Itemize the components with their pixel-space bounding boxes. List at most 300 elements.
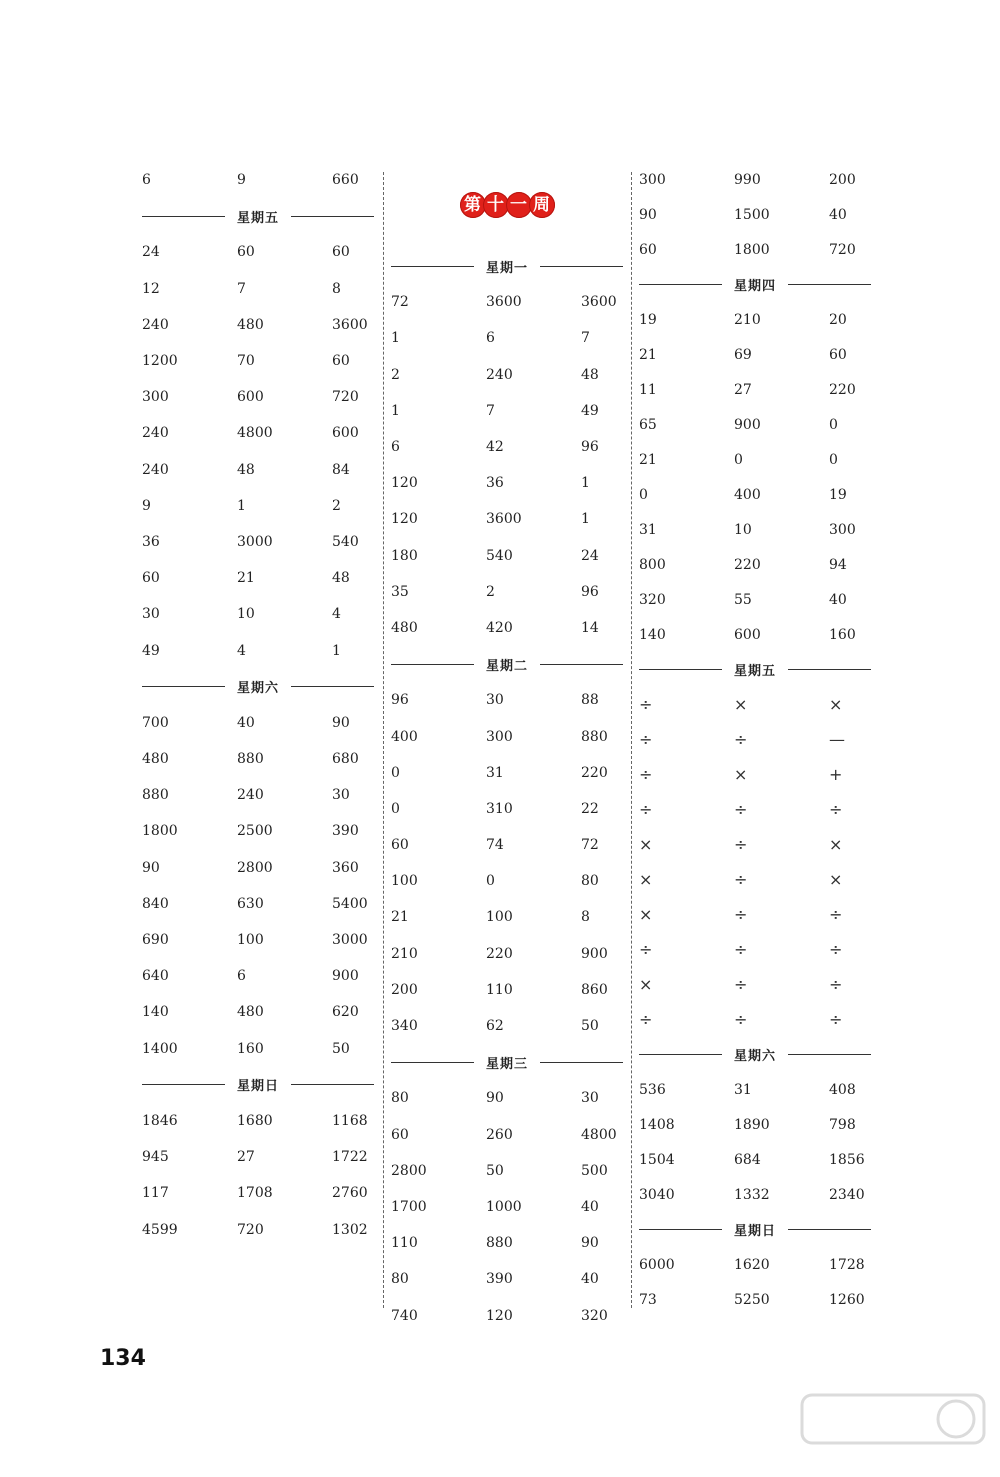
- operator-cell: ÷: [829, 940, 843, 959]
- header-rule-right: [540, 1062, 623, 1063]
- day-header: [142, 198, 374, 234]
- answer-row: [391, 791, 623, 827]
- answer-cell: 96: [581, 583, 599, 600]
- answer-row: [639, 1177, 871, 1212]
- week-title-char: 一: [506, 192, 532, 218]
- operator-cell: ÷: [734, 940, 748, 959]
- answer-row: [142, 379, 374, 415]
- answer-cell: 1: [332, 642, 341, 659]
- answer-cell: 1: [237, 497, 246, 514]
- answer-cell: 720: [332, 389, 359, 406]
- answer-row: [639, 337, 871, 372]
- answer-row: [391, 1117, 623, 1153]
- answer-cell: 1700: [391, 1198, 427, 1215]
- answer-cell: 80: [581, 873, 599, 890]
- answer-cell: 2800: [237, 859, 273, 876]
- answer-row: [639, 582, 871, 617]
- operator-row: [639, 967, 871, 1002]
- answer-cell: 120: [486, 1307, 513, 1324]
- operator-cell: ÷: [639, 695, 653, 714]
- answer-cell: 1890: [734, 1116, 770, 1133]
- answer-cell: 6: [237, 968, 246, 985]
- answer-row: [142, 850, 374, 886]
- answer-cell: 630: [237, 895, 264, 912]
- answer-cell: 408: [829, 1081, 856, 1098]
- operator-cell: ×: [734, 765, 748, 784]
- header-rule-left: [391, 266, 474, 267]
- answer-cell: 220: [734, 556, 761, 573]
- answer-cell: 35: [391, 583, 409, 600]
- answer-cell: 690: [142, 932, 169, 949]
- answer-cell: 880: [237, 751, 264, 768]
- operator-cell: ×: [639, 870, 653, 889]
- header-rule-left: [639, 1229, 722, 1230]
- answer-column-3: [639, 162, 871, 1317]
- answer-row: [142, 886, 374, 922]
- answer-cell: 1302: [332, 1221, 368, 1238]
- header-rule-right: [788, 284, 871, 285]
- answer-cell: 0: [734, 451, 743, 468]
- answer-row: [639, 197, 871, 232]
- answer-cell: 90: [332, 714, 350, 731]
- header-rule-left: [639, 669, 722, 670]
- answer-row: [142, 1103, 374, 1139]
- header-rule-right: [540, 266, 623, 267]
- answer-cell: 1: [391, 402, 400, 419]
- answer-cell: 60: [391, 837, 409, 854]
- answer-cell: 2340: [829, 1186, 865, 1203]
- answer-row: [639, 162, 871, 197]
- answer-cell: 5400: [332, 895, 368, 912]
- answer-cell: 210: [734, 311, 761, 328]
- answer-row: [142, 1139, 374, 1175]
- answer-cell: 21: [391, 909, 409, 926]
- answer-cell: 60: [639, 241, 657, 258]
- answer-row: [142, 994, 374, 1030]
- operator-cell: ÷: [829, 1010, 843, 1029]
- answer-cell: 20: [829, 311, 847, 328]
- answer-cell: 240: [237, 787, 264, 804]
- answer-cell: 600: [332, 425, 359, 442]
- answer-row: [391, 1080, 623, 1116]
- day-header: [639, 1212, 871, 1247]
- answer-cell: 7: [237, 280, 246, 297]
- answer-row: [391, 393, 623, 429]
- answer-row: [391, 863, 623, 899]
- operator-cell: ×: [829, 695, 843, 714]
- answer-cell: 4: [237, 642, 246, 659]
- operator-cell: ×: [829, 835, 843, 854]
- answer-cell: 6000: [639, 1256, 675, 1273]
- answer-row: [142, 777, 374, 813]
- answer-cell: 0: [486, 873, 495, 890]
- operator-row: [639, 827, 871, 862]
- answer-cell: 200: [829, 171, 856, 188]
- answer-cell: 60: [332, 353, 350, 370]
- answer-cell: 88: [581, 692, 599, 709]
- answer-cell: 4800: [237, 425, 273, 442]
- answer-cell: 620: [332, 1004, 359, 1021]
- header-rule-right: [291, 686, 374, 687]
- day-header: [142, 669, 374, 705]
- operator-row: [639, 722, 871, 757]
- answer-cell: 22: [581, 800, 599, 817]
- answer-row: [391, 1261, 623, 1297]
- answer-cell: 72: [391, 294, 409, 311]
- answer-cell: 480: [237, 316, 264, 333]
- answer-cell: 1260: [829, 1291, 865, 1308]
- operator-row: [639, 757, 871, 792]
- answer-row: [639, 1107, 871, 1142]
- answer-cell: 536: [639, 1081, 666, 1098]
- answer-cell: 8: [332, 280, 341, 297]
- page-number: 134: [100, 1346, 146, 1371]
- answer-row: [142, 560, 374, 596]
- answer-row: [639, 232, 871, 267]
- answer-cell: 1800: [142, 823, 178, 840]
- answer-cell: 540: [486, 547, 513, 564]
- header-rule-right: [291, 216, 374, 217]
- answer-cell: 100: [486, 909, 513, 926]
- answer-row: [142, 1211, 374, 1247]
- operator-row: [639, 897, 871, 932]
- answer-row: [142, 234, 374, 270]
- answer-cell: 60: [142, 570, 160, 587]
- answer-cell: 30: [142, 606, 160, 623]
- answer-cell: 200: [391, 981, 418, 998]
- operator-cell: ÷: [639, 800, 653, 819]
- answer-cell: 945: [142, 1149, 169, 1166]
- header-rule-right: [540, 664, 623, 665]
- answer-cell: 720: [237, 1221, 264, 1238]
- header-rule-right: [788, 1229, 871, 1230]
- answer-cell: 9: [142, 497, 151, 514]
- answer-column-2: [391, 162, 623, 1334]
- answer-cell: 400: [391, 728, 418, 745]
- answer-cell: 96: [581, 439, 599, 456]
- answer-cell: 1168: [332, 1112, 368, 1129]
- answer-column-1: [142, 162, 374, 1248]
- header-rule-left: [639, 284, 722, 285]
- answer-row: [391, 320, 623, 356]
- answer-cell: 720: [829, 241, 856, 258]
- answer-cell: 0: [639, 486, 648, 503]
- answer-cell: 2800: [391, 1162, 427, 1179]
- answer-cell: 1400: [142, 1040, 178, 1057]
- day-label: 星期五: [237, 210, 280, 226]
- answer-cell: 36: [486, 475, 504, 492]
- answer-cell: 10: [734, 521, 752, 538]
- answer-cell: 0: [391, 764, 400, 781]
- answer-cell: 40: [581, 1198, 599, 1215]
- answer-cell: 90: [486, 1090, 504, 1107]
- answer-cell: 240: [486, 366, 513, 383]
- answer-cell: 540: [332, 533, 359, 550]
- day-label: 星期三: [486, 1056, 529, 1072]
- answer-cell: 31: [486, 764, 504, 781]
- answer-row: [391, 574, 623, 610]
- day-label: 星期六: [734, 1049, 777, 1064]
- operator-cell: ÷: [734, 975, 748, 994]
- day-header: [391, 646, 623, 682]
- answer-cell: 880: [142, 787, 169, 804]
- header-rule-left: [142, 686, 225, 687]
- answer-cell: 100: [391, 873, 418, 890]
- answer-row: [639, 407, 871, 442]
- answer-cell: 260: [486, 1126, 513, 1143]
- operator-cell: ×: [639, 975, 653, 994]
- answer-row: [142, 524, 374, 560]
- operator-cell: ÷: [829, 800, 843, 819]
- answer-row: [639, 512, 871, 547]
- header-rule-right: [291, 1084, 374, 1085]
- answer-cell: 1200: [142, 353, 178, 370]
- day-label: 星期二: [486, 658, 529, 674]
- answer-cell: 65: [639, 416, 657, 433]
- answer-cell: 900: [581, 945, 608, 962]
- week-title-char: 十: [483, 192, 509, 218]
- answer-row: [142, 488, 374, 524]
- header-rule-left: [142, 216, 225, 217]
- answer-cell: 50: [581, 1018, 599, 1035]
- answer-cell: 3600: [581, 294, 617, 311]
- answer-cell: 360: [332, 859, 359, 876]
- answer-row: [391, 899, 623, 935]
- header-rule-left: [639, 1054, 722, 1055]
- answer-cell: 5250: [734, 1291, 770, 1308]
- day-label: 星期四: [734, 279, 777, 294]
- answer-cell: 30: [581, 1090, 599, 1107]
- answer-cell: 49: [142, 642, 160, 659]
- answer-row: [639, 1247, 871, 1282]
- answer-cell: 50: [332, 1040, 350, 1057]
- answer-cell: 480: [237, 1004, 264, 1021]
- answer-cell: 31: [639, 521, 657, 538]
- answer-cell: 600: [237, 389, 264, 406]
- column-divider-left: [383, 172, 384, 1308]
- answer-row: [391, 936, 623, 972]
- operator-row: [639, 862, 871, 897]
- answer-row: [391, 357, 623, 393]
- week-title-badge: [460, 192, 555, 218]
- answer-cell: 27: [734, 381, 752, 398]
- answer-row: [391, 429, 623, 465]
- operator-cell: ×: [639, 905, 653, 924]
- answer-row: [391, 972, 623, 1008]
- operator-cell: ×: [829, 870, 843, 889]
- answer-cell: 120: [391, 475, 418, 492]
- answer-cell: 12: [142, 280, 160, 297]
- answer-cell: 21: [639, 346, 657, 363]
- answer-row: [142, 741, 374, 777]
- day-header: [639, 1037, 871, 1072]
- answer-cell: 60: [332, 244, 350, 261]
- operator-cell: ×: [639, 835, 653, 854]
- answer-row: [639, 477, 871, 512]
- day-label: 星期五: [734, 664, 777, 679]
- answer-cell: 0: [829, 416, 838, 433]
- answer-cell: 31: [734, 1081, 752, 1098]
- answer-cell: 420: [486, 619, 513, 636]
- operator-row: [639, 792, 871, 827]
- answer-cell: 798: [829, 1116, 856, 1133]
- answer-cell: 880: [581, 728, 608, 745]
- answer-row: [142, 343, 374, 379]
- answer-cell: 1408: [639, 1116, 675, 1133]
- answer-cell: 24: [581, 547, 599, 564]
- operator-cell: ÷: [639, 765, 653, 784]
- answer-cell: 1500: [734, 206, 770, 223]
- answer-cell: 55: [734, 591, 752, 608]
- answer-cell: 2: [391, 366, 400, 383]
- answer-row: [142, 271, 374, 307]
- answer-cell: 48: [581, 366, 599, 383]
- answer-row: [639, 1142, 871, 1177]
- answer-cell: 240: [142, 425, 169, 442]
- answer-cell: 72: [581, 837, 599, 854]
- answer-row: [391, 827, 623, 863]
- day-header: [391, 248, 623, 284]
- answer-row: [639, 547, 871, 582]
- operator-cell: ÷: [734, 835, 748, 854]
- answer-cell: 62: [486, 1018, 504, 1035]
- answer-cell: 1620: [734, 1256, 770, 1273]
- answer-cell: 80: [391, 1090, 409, 1107]
- answer-row: [142, 1031, 374, 1067]
- week-title-char: 周: [529, 192, 555, 218]
- answer-row: [142, 596, 374, 632]
- day-label: 星期一: [486, 260, 529, 276]
- operator-cell: ÷: [639, 940, 653, 959]
- watermark-logo: [798, 1389, 988, 1469]
- week-title: [391, 162, 623, 248]
- answer-cell: 48: [237, 461, 255, 478]
- answer-row: [639, 1282, 871, 1317]
- answer-cell: 300: [486, 728, 513, 745]
- operator-cell: ÷: [734, 905, 748, 924]
- answer-cell: 14: [581, 619, 599, 636]
- answer-cell: 240: [142, 316, 169, 333]
- answer-cell: 1728: [829, 1256, 865, 1273]
- answer-cell: 11: [639, 381, 657, 398]
- answer-row: [142, 922, 374, 958]
- answer-cell: 0: [391, 800, 400, 817]
- answer-cell: 2: [486, 583, 495, 600]
- answer-cell: 684: [734, 1151, 761, 1168]
- answer-cell: 100: [237, 932, 264, 949]
- answer-cell: 7: [486, 402, 495, 419]
- header-rule-left: [391, 664, 474, 665]
- answer-cell: 300: [829, 521, 856, 538]
- answer-cell: 900: [332, 968, 359, 985]
- answer-cell: 300: [639, 171, 666, 188]
- operator-cell: ×: [734, 695, 748, 714]
- answer-cell: 84: [332, 461, 350, 478]
- answer-cell: 3040: [639, 1186, 675, 1203]
- answer-cell: 1722: [332, 1149, 368, 1166]
- answer-row: [142, 1175, 374, 1211]
- header-rule-left: [142, 1084, 225, 1085]
- answer-row: [639, 302, 871, 337]
- answer-row: [142, 415, 374, 451]
- answer-cell: 8: [581, 909, 590, 926]
- header-rule-left: [391, 1062, 474, 1063]
- answer-row: [391, 1225, 623, 1261]
- answer-cell: 300: [142, 389, 169, 406]
- answer-cell: 1708: [237, 1185, 273, 1202]
- operator-cell: ÷: [734, 1010, 748, 1029]
- answer-cell: 80: [391, 1271, 409, 1288]
- answer-cell: 30: [486, 692, 504, 709]
- answer-cell: 24: [142, 244, 160, 261]
- answer-cell: 990: [734, 171, 761, 188]
- header-rule-right: [788, 1054, 871, 1055]
- operator-cell: ÷: [734, 800, 748, 819]
- answer-cell: 1846: [142, 1112, 178, 1129]
- operator-row: [639, 687, 871, 722]
- day-label: 星期日: [734, 1224, 777, 1239]
- answer-cell: 1800: [734, 241, 770, 258]
- answer-cell: 320: [639, 591, 666, 608]
- answer-cell: 117: [142, 1185, 169, 1202]
- answer-cell: 220: [581, 764, 608, 781]
- answer-cell: 160: [829, 626, 856, 643]
- answer-cell: 220: [829, 381, 856, 398]
- answer-cell: 140: [639, 626, 666, 643]
- day-header: [391, 1044, 623, 1080]
- operator-cell: —: [829, 730, 845, 749]
- answer-row: [639, 442, 871, 477]
- answer-cell: 21: [639, 451, 657, 468]
- answer-cell: 49: [581, 402, 599, 419]
- answer-cell: 110: [391, 1235, 418, 1252]
- answer-cell: 36: [142, 533, 160, 550]
- answer-cell: 700: [142, 714, 169, 731]
- answer-cell: 50: [486, 1162, 504, 1179]
- answer-cell: 800: [639, 556, 666, 573]
- day-header: [639, 652, 871, 687]
- answer-cell: 90: [581, 1235, 599, 1252]
- operator-row: [639, 932, 871, 967]
- answer-cell: 0: [829, 451, 838, 468]
- operator-cell: +: [829, 765, 843, 784]
- answer-cell: 48: [332, 570, 350, 587]
- answer-cell: 40: [829, 206, 847, 223]
- answer-cell: 73: [639, 1291, 657, 1308]
- answer-cell: 6: [391, 439, 400, 456]
- answer-cell: 3600: [486, 511, 522, 528]
- answer-row: [391, 755, 623, 791]
- answer-cell: 4599: [142, 1221, 178, 1238]
- answer-cell: 6: [142, 172, 151, 189]
- answer-row: [142, 813, 374, 849]
- answer-cell: 160: [237, 1040, 264, 1057]
- column-divider-right: [631, 172, 632, 1308]
- week-title-char: 第: [460, 192, 486, 218]
- answer-cell: 1332: [734, 1186, 770, 1203]
- answer-cell: 60: [829, 346, 847, 363]
- answer-cell: 240: [142, 461, 169, 478]
- answer-cell: 900: [734, 416, 761, 433]
- answer-row: [142, 705, 374, 741]
- answer-cell: 30: [332, 787, 350, 804]
- answer-cell: 1: [581, 475, 590, 492]
- answer-cell: 69: [734, 346, 752, 363]
- answer-cell: 680: [332, 751, 359, 768]
- answer-cell: 2: [332, 497, 341, 514]
- answer-cell: 4800: [581, 1126, 617, 1143]
- answer-cell: 340: [391, 1018, 418, 1035]
